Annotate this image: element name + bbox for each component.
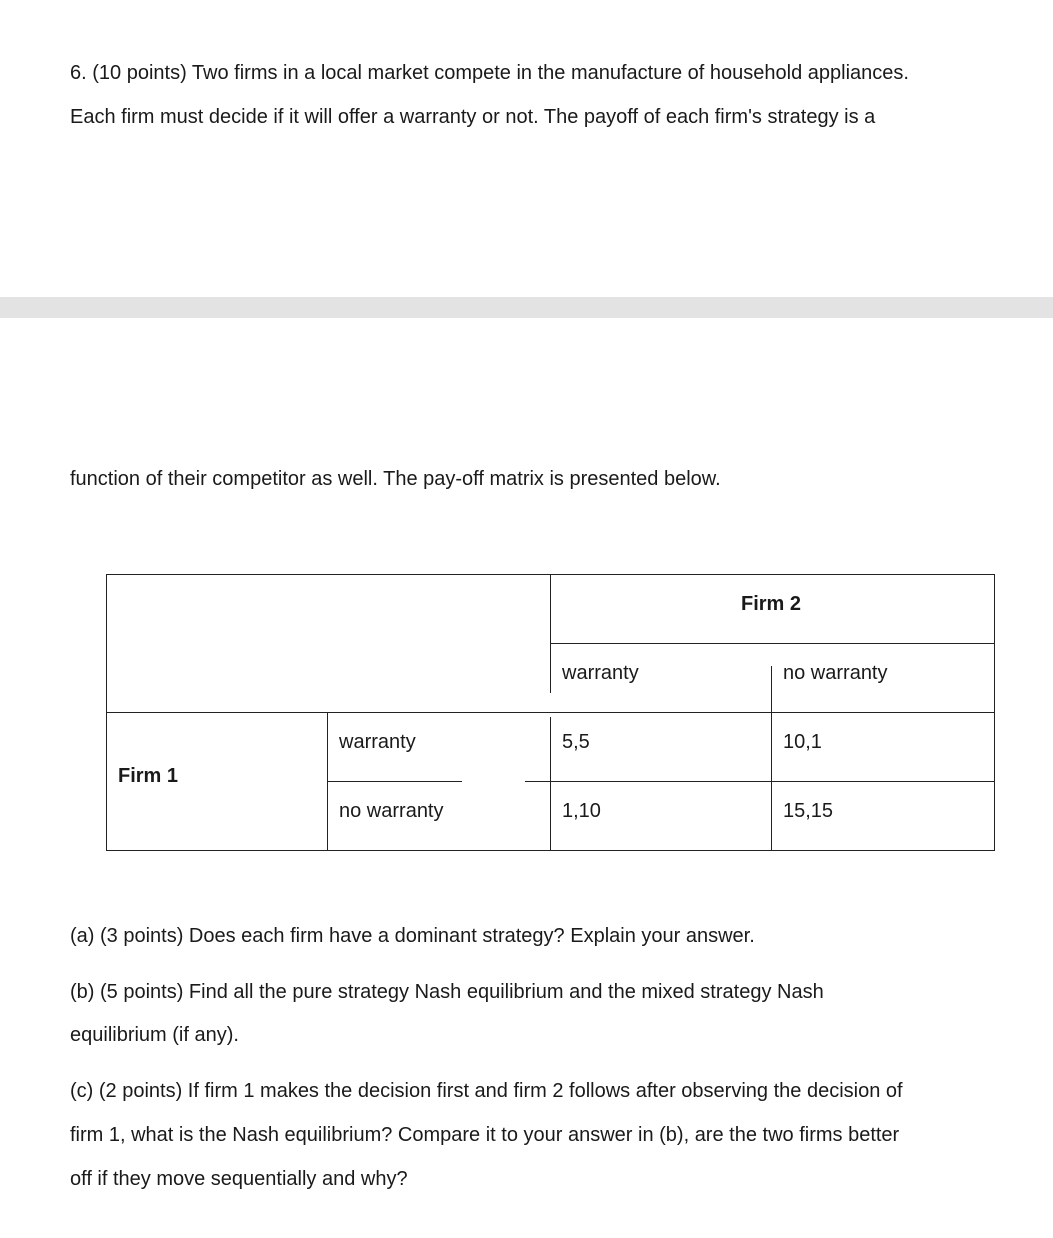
firm1-label: Firm 1 (118, 765, 179, 787)
question-a: (a) (3 points) Does each firm have a dominant strategy? Explain your answer. (70, 925, 755, 947)
payoff-matrix (106, 574, 995, 851)
matrix-line-header-bottom (106, 712, 995, 713)
question-c-line-1: (c) (2 points) If firm 1 makes the decision first and firm 2 follows after observing the decision of (70, 1080, 903, 1102)
col-strategy-warranty: warranty (562, 662, 639, 684)
page-divider (0, 297, 1053, 318)
matrix-line-col-nowarranty-bottom (771, 712, 772, 851)
question-b-line-1: (b) (5 points) Find all the pure strategy Nash equilibrium and the mixed strategy Nash (70, 981, 824, 1003)
matrix-line-strategy-col (327, 712, 328, 851)
question-c-line-2: firm 1, what is the Nash equilibrium? Compare it to your answer in (b), are the two firms better (70, 1124, 900, 1146)
matrix-line-row-split-a (327, 781, 462, 782)
payoff-warranty-no-warranty: 10,1 (783, 731, 822, 753)
row-strategy-no-warranty: no warranty (339, 800, 444, 822)
matrix-line-col-warranty-bottom (550, 717, 551, 851)
problem-intro-line-2: Each firm must decide if it will offer a warranty or not. The payoff of each firm's strategy is a (70, 106, 876, 128)
matrix-line-firm2-header (550, 643, 995, 644)
payoff-warranty-warranty: 5,5 (562, 731, 590, 753)
matrix-line-row-split-b (525, 781, 995, 782)
col-strategy-no-warranty: no warranty (783, 662, 888, 684)
matrix-line-col-warranty-top (550, 574, 551, 693)
payoff-no-warranty-warranty: 1,10 (562, 800, 601, 822)
problem-intro-line-3: function of their competitor as well. The pay-off matrix is presented below. (70, 468, 721, 490)
matrix-line-col-nowarranty-top (771, 666, 772, 716)
firm2-label: Firm 2 (741, 593, 802, 615)
question-c-line-3: off if they move sequentially and why? (70, 1168, 408, 1190)
question-b-line-2: equilibrium (if any). (70, 1024, 239, 1046)
row-strategy-warranty: warranty (339, 731, 416, 753)
problem-intro-line-1: 6. (10 points) Two firms in a local market compete in the manufacture of household appliances. (70, 62, 909, 84)
payoff-no-warranty-no-warranty: 15,15 (783, 800, 834, 822)
